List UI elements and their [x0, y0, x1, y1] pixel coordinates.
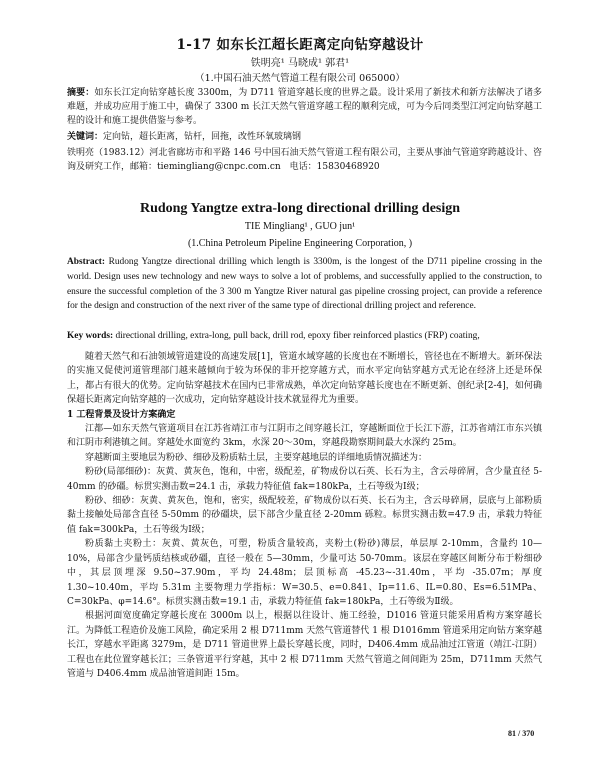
- body-paragraph: 根据河面宽度确定穿越长度在 3000m 以上，根据以往设计、施工经验，D1016 管道只能采用盾构方案穿越长江。为降低工程造价及施工风险，确定采用 2 根 D711mm 天然气管道替代 1 根 D1016mm 管道采用定向钻方案穿越长江，穿越水平距离 3279m，是 D711 管道世界上最长穿越长度，同时，D406.4mm 成品油过江管道（靖江-江阴）工程也在此位置穿越长江；三条管道平行穿越，其中 2 根 D711mm 天然气管道之间间距为 25m，D711mm 天然气管道与 D406.4mm 成品油管道间距 15m。: [67, 611, 542, 679]
- title-en: Rudong Yangtze extra-long directional drilling design: [139, 201, 461, 216]
- section-1-heading: 1 工程背景及设计方案确定: [67, 409, 176, 420]
- intro-paragraph: 随着天然气和石油领域管道建设的高速发展[1]，管道水域穿越的长度也在不断增长，管径也在不断增大。新环保法的实施又促使河道管理部门越来越倾向于较为环保的非开挖穿越方式，而水平定向钻穿越方式无论在经济上还是环保上，都占有很大的优势。定向钻穿越技术在国内已非常成熟，单次定向钻穿越长度也在不断更新、创纪录[2-4]，如何确保超长距离定向钻穿越的一次成功，定向钻穿越设计技术就显得尤为重要。: [67, 352, 542, 406]
- keywords-en-label: Key words:: [67, 331, 114, 341]
- body-paragraph: 粉砂(局部细砂)：灰黄、黄灰色，饱和，中密，级配差，矿物成份以石英、长石为主，含云母碎屑，含少量直径 5-40mm 的砂礓。标贯实测击数=24.1 击，承载力特征值 fak=180kPa，土石等级为Ⅰ级；: [67, 467, 542, 492]
- body-paragraph: 穿越断面主要地层为粉砂、细砂及粉质粘土层，主要穿越地层的详细地质情况描述为：: [85, 452, 428, 463]
- title-zh: 1-17 如东长江超长距离定向钻穿越设计: [176, 37, 424, 53]
- affiliation-zh: （1.中国石油天然气管道工程有限公司 065000）: [195, 73, 405, 84]
- keywords-zh-label: 关键词：: [67, 132, 104, 142]
- abstract-en-text: Rudong Yangtze directional drilling which length is 3300m, is the longest of the D711 pipeline crossing in the world. Design uses new technology and new ways to solve a lot of problems, and successfully applied to the construction, to ensure the successful completion of the 3 300 m Yangtze River natural gas pipeline crossing project, can provide a reference for the design and construction of the next river of the same type of directional drilling project and reference.: [67, 257, 542, 312]
- body-paragraph: 粉砂、细砂：灰黄、黄灰色，饱和，密实，级配较差，矿物成份以石英、长石为主，含云母碎屑，层底与上部粉质黏土接触处局部含直径 5-50mm 的砂礓块，层下部含少量直径 2-20mm 砾粒。标贯实测击数=47.9 击，承载力特征值 fak=300kPa，土石等级为Ⅰ级；: [67, 496, 542, 535]
- body-text: [67, 350, 542, 681]
- keywords-en-text: directional drilling, extra-long, pull back, drill rod, epoxy fiber reinforced plastics (FRP) coating,: [115, 331, 480, 341]
- authors-en: TIE Mingliang¹ , GUO jun¹: [244, 221, 356, 232]
- affiliation-en: (1.China Petroleum Pipeline Engineering Corporation, ): [187, 238, 413, 249]
- abstract-en: [67, 255, 542, 314]
- page-number: 81 / 370: [508, 729, 535, 738]
- abstract-zh-label: 摘要：: [67, 88, 95, 98]
- keywords-en: [67, 329, 542, 344]
- authors-zh: 铁明亮¹ 马晓成¹ 郭君¹: [250, 58, 350, 69]
- abstract-zh-text: 如东长江定向钻穿越长度 3300m，为 D711 管道穿越长度的世界之最。设计采用了新技术和新方法解决了诸多难题，并成功应用于施工中，确保了 3300 m 长江天然气管道穿越工程的顺利完成，可为今后同类型江河定向钻穿越工程的设计和施工提供借鉴与参考。: [67, 88, 542, 127]
- abstract-zh: [67, 86, 542, 129]
- author-bio-zh: 铁明亮（1983.12）河北省廊坊市和平路 146 号中国石油天然气管道工程有限公司，主要从事油气管道穿跨越设计、咨询及研究工作，邮箱：tiemingliang@cnpc.com.cn 电话：15830468920: [67, 148, 542, 173]
- body-paragraph: 江都—如东天然气管道项目在江苏省靖江市与江阴市之间穿越长江，穿越断面位于长江下游，江苏省靖江市东兴镇和江阴市利港镇之间。穿越处水面宽约 3km，水深 20～30m，穿越段勘察期间最大水深约 25m。: [67, 424, 542, 449]
- body-paragraph: 粉质黏土夹粉土：灰黄、黄灰色，可塑，粉质含量较高，夹粉土(粉砂)薄层，单层厚 2-10mm，含量约 10—10%，局部含少量钙质结核或砂礓，直径一般在 5—30mm，少量可达 50-70mm。该层在穿越区间断分布于粉细砂中，其层顶埋深 9.50~37.90m，平均 24.48m；层顶标高 -45.23~-31.40m，平均 -35.07m；厚度 1.30~10.40m，平均 5.31m 主要物理力学指标：W=30.5、e=0.841、Ip=11.6、IL=0.80、Es=6.51MPa、C=30kPa、φ=14.6°。标贯实测击数=19.1 击，承载力特征值 fak=180kPa，土石等级为Ⅱ级。: [67, 539, 542, 607]
- abstract-en-label: Abstract:: [67, 257, 106, 267]
- keywords-zh-text: 定向钻，超长距离，钻杆，回拖，改性环氧玻璃钢: [103, 132, 302, 142]
- keywords-zh: [67, 130, 542, 144]
